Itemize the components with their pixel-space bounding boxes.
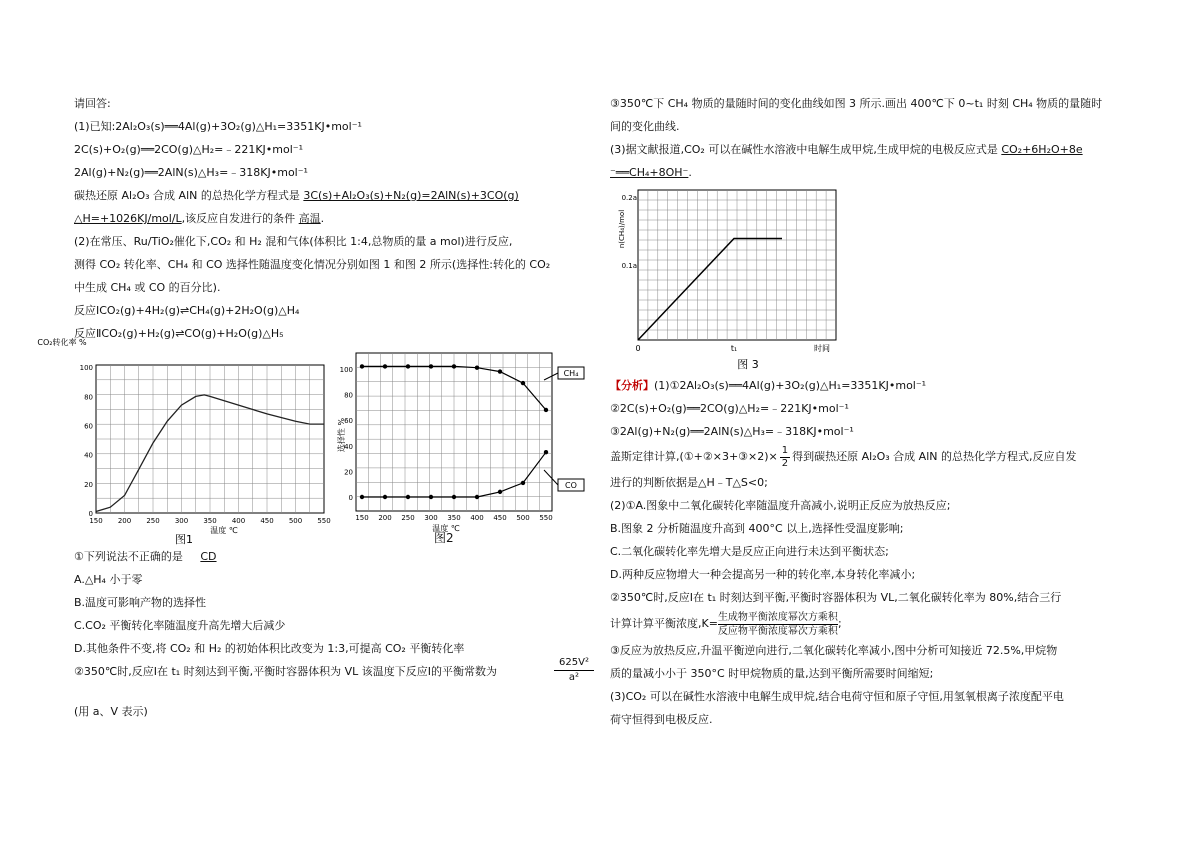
plot-area [96,365,324,513]
left-column [37,92,594,723]
legend-leader [544,470,558,485]
x-tick-label: 450 [260,517,274,525]
text-line: 2C(s)+O₂(g)══2CO(g)△H₂=﹣221KJ•mol⁻¹ [74,143,304,156]
text-line [74,657,594,700]
y-axis-label: n(CH₄)/mol [618,209,626,249]
y-axis-label: CO₂转化率 % [37,338,87,347]
x-tick-label: 550 [539,514,553,522]
text-line: 中生成 CH₄ 或 CO 的百分比). [74,281,221,294]
fraction [780,445,790,470]
x-tick-label: 200 [378,514,392,522]
answer-blank: 高温 [298,212,321,225]
x-ticks [355,514,552,522]
figure-2 [336,335,586,535]
ch4-point [429,364,433,368]
fraction [718,611,838,638]
text-line: D.两种反应物增大一种会提高另一种的转化率,本身转化率减小; [610,568,916,581]
text-line: ③350℃下 CH₄ 物质的量随时间的变化曲线如图 3 所示.画出 400℃下 0~t₁ 时刻 CH₄ 物质的量随时 [610,97,1103,110]
text-line: ③2Al(g)+N₂(g)══2AlN(s)△H₃=﹣318KJ•mol⁻¹ [610,425,854,438]
text-line [610,443,1130,471]
x-tick-0: 0 [635,344,641,353]
y-tick-label: 100 [339,366,353,374]
y-ticks [80,364,93,518]
co-point [544,450,548,454]
figure-3 [610,184,850,374]
text-line: 测得 CO₂ 转化率、CH₄ 和 CO 选择性随温度变化情况分别如图 1 和图 2 所示(选择性:转化的 CO₂ [74,258,551,271]
x-tick-t1: t₁ [730,344,738,353]
ch4-point [360,364,364,368]
figure-row [37,338,594,546]
grid [638,190,836,340]
text: 碳热还原 Al₂O₃ 合成 AlN 的总热化学方程式是 [74,189,300,202]
x-tick-label: 500 [516,514,530,522]
text-line: (用 a、V 表示) [74,705,148,718]
x-tick-label: 150 [355,514,369,522]
grid [96,365,324,513]
caption: 图 3 [737,358,759,371]
ch4-curve [638,239,782,341]
x-axis-label: 温度 ℃ [432,524,460,533]
plot-area [356,353,552,511]
analysis-tag: 【分析】 [610,379,654,392]
text-line: B.温度可影响产物的选择性 [74,596,207,609]
text-line: 荷守恒得到电极反应. [610,713,713,726]
text-line [74,207,594,230]
x-ticks [89,517,330,525]
text-line [74,545,594,568]
text-line: B.图象 2 分析随温度升高到 400°C 以上,选择性受温度影响; [610,522,904,535]
co-point [429,495,433,499]
legend-ch4: CH₄ [563,369,579,378]
text: 得到碳热还原 Al₂O₃ 合成 AlN 的总热化学方程式,反应自发 [792,450,1077,463]
co-point [521,481,525,485]
y-tick-label: 40 [344,442,353,451]
text-line: 进行的判断依据是△H﹣T△S<0; [610,476,768,489]
ch4-point [544,408,548,412]
text-line: ②2C(s)+O₂(g)══2CO(g)△H₂=﹣221KJ•mol⁻¹ [610,402,849,415]
legend-leader [544,373,558,380]
numerator: 生成物平衡浓度幂次方乘积 [717,611,838,623]
text: ①下列说法不正确的是 [74,550,183,563]
x-tick-label: 150 [89,517,103,525]
co-point [498,490,502,494]
text-line [610,138,1130,161]
text-line: ②350℃时,反应Ⅰ在 t₁ 时刻达到平衡,平衡时容器体积为 VL,二氧化碳转化率为 80%,结合三行 [610,591,1062,604]
text-line: A.△H₄ 小于零 [74,573,143,586]
figure-1 [37,338,334,546]
y-tick-label: 20 [344,468,353,477]
x-tick-label: 250 [146,517,160,525]
text-line: (3)CO₂ 可以在碱性水溶液中电解生成甲烷,结合电荷守恒和原子守恒,用氢氧根离子浓度配平电 [610,690,1064,703]
text-line: (2)①A.图象中二氧化碳转化率随温度升高减小,说明正反应为放热反应; [610,499,951,512]
ch4-point [498,369,502,373]
answer-blank: ⁻══CH₄+8OH⁻ [610,166,689,179]
ch4-point [383,364,387,368]
y-tick-label: 60 [84,422,93,431]
x-axis-label: 时间 [814,344,830,353]
co-point [360,495,364,499]
ch4-point [452,364,456,368]
text-line [610,374,1130,397]
text-line: D.其他条件不变,将 CO₂ 和 H₂ 的初始体积比改变为 1:3,可提高 CO₂ 平衡转化率 [74,642,465,655]
text: (1)①2Al₂O₃(s)══4Al(g)+3O₂(g)△H₁=3351KJ•mol⁻¹ [654,379,927,392]
text-line: ③反应为放热反应,升温平衡逆向进行,二氧化碳转化率减小,图中分析可知接近 72.5%,甲烷物 [610,644,1058,657]
ch4-point [475,366,479,370]
y-tick-label: 0 [88,510,93,518]
text-line: 反应ⅠCO₂(g)+4H₂(g)⇌CH₄(g)+2H₂O(g)△H₄ [74,304,300,317]
co-point [383,495,387,499]
grid [356,353,552,511]
y-tick-label: 80 [344,391,353,400]
y-tick-label: 80 [84,393,93,402]
text-line [74,184,594,207]
ch4-point [521,381,525,385]
y-tick-label: 60 [344,417,353,426]
text-line: (1)已知:2Al₂O₃(s)══4Al(g)+3O₂(g)△H₁=3351KJ•mol⁻¹ [74,120,362,133]
text-line: C.CO₂ 平衡转化率随温度升高先增大后减少 [74,619,286,632]
answer-blank: CO₂+6H₂O+8e [1001,143,1083,156]
answer-blank: CD [200,550,217,563]
y-tick-label: 20 [84,480,93,489]
text-line: C.二氧化碳转化率先增大是反应正向进行未达到平衡状态; [610,545,889,558]
answer-blank: 3C(s)+Al₂O₃(s)+N₂(g)=2AlN(s)+3CO(g) [303,189,519,202]
text: ②350℃时,反应Ⅰ在 t₁ 时刻达到平衡,平衡时容器体积为 VL 该温度下反应Ⅰ的平衡常数为 [74,665,498,678]
y-tick-label: 40 [84,451,93,460]
x-tick-label: 350 [447,514,461,522]
text-line [610,609,1130,639]
caption: 图1 [175,533,193,546]
ch4-point [406,364,410,368]
numerator: 1 [781,444,789,456]
text: . [320,212,325,225]
x-tick-label: 400 [470,514,484,522]
y-tick-0.2a: 0.2a [621,194,637,202]
co-point [452,495,456,499]
fraction [554,656,594,685]
denominator: 反应物平衡浓度幂次方乘积 [717,625,838,637]
y-tick-0.1a: 0.1a [621,262,637,270]
text-line: 反应ⅡCO₂(g)+H₂(g)⇌CO(g)+H₂O(g)△H₅ [74,327,284,340]
answer-blank: △H=+1026KJ/mol/L [74,212,182,225]
y-tick-label: 0 [348,494,353,502]
text: (3)据文献报道,CO₂ 可以在碱性水溶液中电解生成甲烷,生成甲烷的电极反应式是 [610,143,998,156]
x-tick-label: 500 [288,517,303,525]
denominator: 2 [781,457,789,469]
right-column [610,92,1130,731]
x-tick-label: 450 [493,514,507,522]
x-tick-label: 350 [203,517,217,525]
x-tick-label: 550 [317,517,331,525]
text-line: 间的变化曲线. [610,120,680,133]
text: 盖斯定律计算,(①+②×3+③×2)× [610,450,778,463]
fig2-caption: 图2 [434,531,454,545]
denominator: a² [568,672,580,683]
text: ,该反应自发进行的条件 [181,212,296,225]
co-point [475,495,479,499]
text-line: 2Al(g)+N₂(g)══2AlN(s)△H₃=﹣318KJ•mol⁻¹ [74,166,308,179]
x-tick-label: 400 [231,517,246,525]
x-axis-label: 温度 ℃ [210,526,238,535]
text: ; [837,617,842,630]
text-line: 质的量减小小于 350°C 时甲烷物质的量,达到平衡所需要时间缩短; [610,667,934,680]
x-tick-label: 300 [174,517,189,525]
text-line: 请回答: [74,97,111,110]
x-tick-label: 250 [401,514,415,522]
x-tick-label: 200 [117,517,132,525]
numerator: 625V² [554,656,594,671]
text: 计算计算平衡浓度,K= [610,617,718,630]
co-point [406,495,410,499]
plot-area [638,190,836,340]
text-line [610,161,1130,184]
y-axis-label: 选择性 % [337,417,346,453]
y-tick-label: 100 [79,364,93,373]
text: . [688,166,692,179]
x-tick-label: 300 [424,514,438,522]
text-line: (2)在常压、Ru/TiO₂催化下,CO₂ 和 H₂ 混和气体(体积比 1:4,总物质的量 a mol)进行反应, [74,235,513,248]
legend-co: CO [565,481,577,490]
